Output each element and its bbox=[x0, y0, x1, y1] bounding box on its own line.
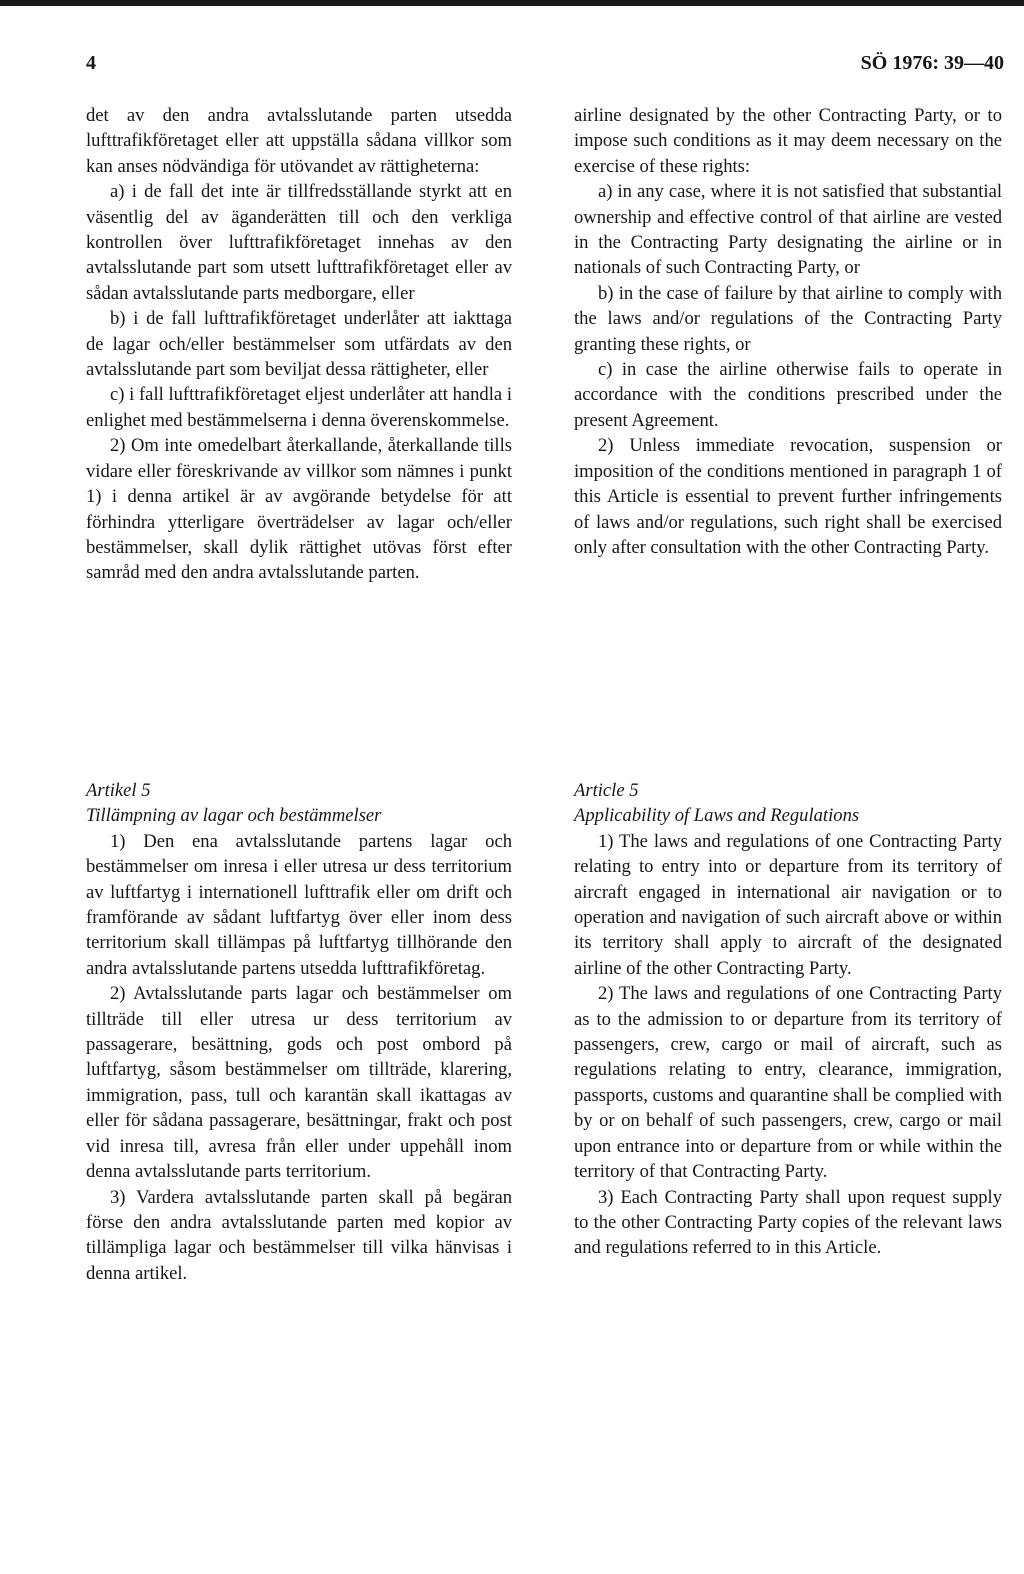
swedish-article-5 bbox=[86, 778, 512, 1286]
paragraph: det av den andra avtalsslutande parten utsedda lufttrafikföretaget eller att uppställa sådana villkor som kan anses nödvändiga för utövandet av rättigheterna: bbox=[86, 105, 512, 177]
paragraph: c) in case the airline otherwise fails to operate in accordance with the conditions prescribed under the present Agreement. bbox=[574, 359, 1002, 431]
article-label: Artikel 5 bbox=[86, 780, 151, 801]
article-heading: Tillämpning av lagar och bestämmelser bbox=[86, 805, 382, 827]
paragraph: 1) The laws and regulations of one Contracting Party relating to entry into or departure from its territory of aircraft engaged in international air navigation or to operation and navigation of such aircraft above or within its territory shall apply to aircraft of the designated airline of the other Contracting Party. bbox=[574, 830, 1002, 979]
page-number: 4 bbox=[86, 52, 96, 74]
paragraph: 2) Unless immediate revocation, suspension or imposition of the conditions mentioned in paragraph 1 of this Article is essential to prevent further infringements of laws and/or regulations, such right shall be exercised only after consultation with the other Contracting Party. bbox=[574, 435, 1002, 558]
paragraph: b) in the case of failure by that airline to comply with the laws and/or regulations of the Contracting Party granting these rights, or bbox=[574, 282, 1002, 355]
paragraph: b) i de fall lufttrafikföretaget underlåter att iakttaga de lagar och/eller bestämmelser som utfärdats av den avtalsslutande part som beviljat dessa rättigheter, eller bbox=[86, 308, 512, 381]
paragraph: c) i fall lufttrafikföretaget eljest underlåter att handla i enlighet med bestämmelserna i denna överenskommelse. bbox=[86, 384, 512, 431]
english-column-upper bbox=[574, 103, 1002, 560]
english-article-5 bbox=[574, 778, 1002, 1261]
paragraph: 3) Vardera avtalsslutande parten skall på begäran förse den andra avtalsslutande parten med kopior av tillämpliga lagar och bestämmelser till vilka hänvisas i denna artikel. bbox=[86, 1186, 512, 1284]
top-edge-rule bbox=[0, 0, 1024, 6]
paragraph: 3) Each Contracting Party shall upon request supply to the other Contracting Party copies of the relevant laws and regulations referred to in this Article. bbox=[574, 1186, 1002, 1259]
paragraph: airline designated by the other Contracting Party, or to impose such conditions as it may deem necessary on the exercise of these rights: bbox=[574, 105, 1002, 177]
paragraph: 2) Avtalsslutande parts lagar och bestämmelser om tillträde till eller utresa ur dess territorium av passagerare, besättning, gods och post ombord på luftfartyg, såsom bestämmelser om tillträde, klarering, immigration, pass, tull och karantän skall ikattagas av eller för sådana passagerare, besättningar, frakt och post vid inresa till, avresa från eller under uppehåll inom denna avtalsslutande parts territorium. bbox=[86, 983, 512, 1183]
running-head: SÖ 1976: 39—40 bbox=[860, 52, 1004, 74]
paragraph: 2) The laws and regulations of one Contracting Party as to the admission to or departure from its territory of passengers, crew, cargo or mail of aircraft, such as regulations relating to entry, clearance, immigration, passports, customs and quarantine shall be complied with by or on behalf of such passengers, crew, cargo or mail upon entrance into or departure from or while within the territory of that Contracting Party. bbox=[574, 983, 1002, 1183]
paragraph: a) i de fall det inte är tillfredsställande styrkt att en väsentlig del av äganderätten till och den verkliga kontrollen över lufttrafikföretaget innehas av den avtalsslutande part som utsett lufttrafikföretaget eller av sådan avtalsslutande parts medborgare, eller bbox=[86, 181, 512, 304]
paragraph: 2) Om inte omedelbart återkallande, återkallande tills vidare eller föreskrivande av villkor som nämnes i punkt 1) i denna artikel är av avgörande betydelse för att förhindra ytterligare överträdelser av lagar och/eller bestämmelser, skall dylik rättighet utövas först efter samråd med den andra avtalsslutande parten. bbox=[86, 435, 512, 584]
paragraph: a) in any case, where it is not satisfied that substantial ownership and effective control of that airline are vested in the Contracting Party designating the airline or in nationals of such Contracting Party, or bbox=[574, 181, 1002, 279]
article-label: Article 5 bbox=[574, 780, 639, 801]
article-heading: Applicability of Laws and Regulations bbox=[574, 805, 860, 827]
paragraph: 1) Den ena avtalsslutande partens lagar och bestämmelser om inresa i eller utresa ur dess territorium av luftfartyg i internationell lufttrafik eller om drift och framförande av sådant luftfartyg över eller inom dess territorium skall tillämpas på luftfartyg tillhörande den andra avtalsslutande partens utsedda lufttrafikföretag. bbox=[86, 830, 512, 979]
swedish-column-upper bbox=[86, 103, 512, 586]
